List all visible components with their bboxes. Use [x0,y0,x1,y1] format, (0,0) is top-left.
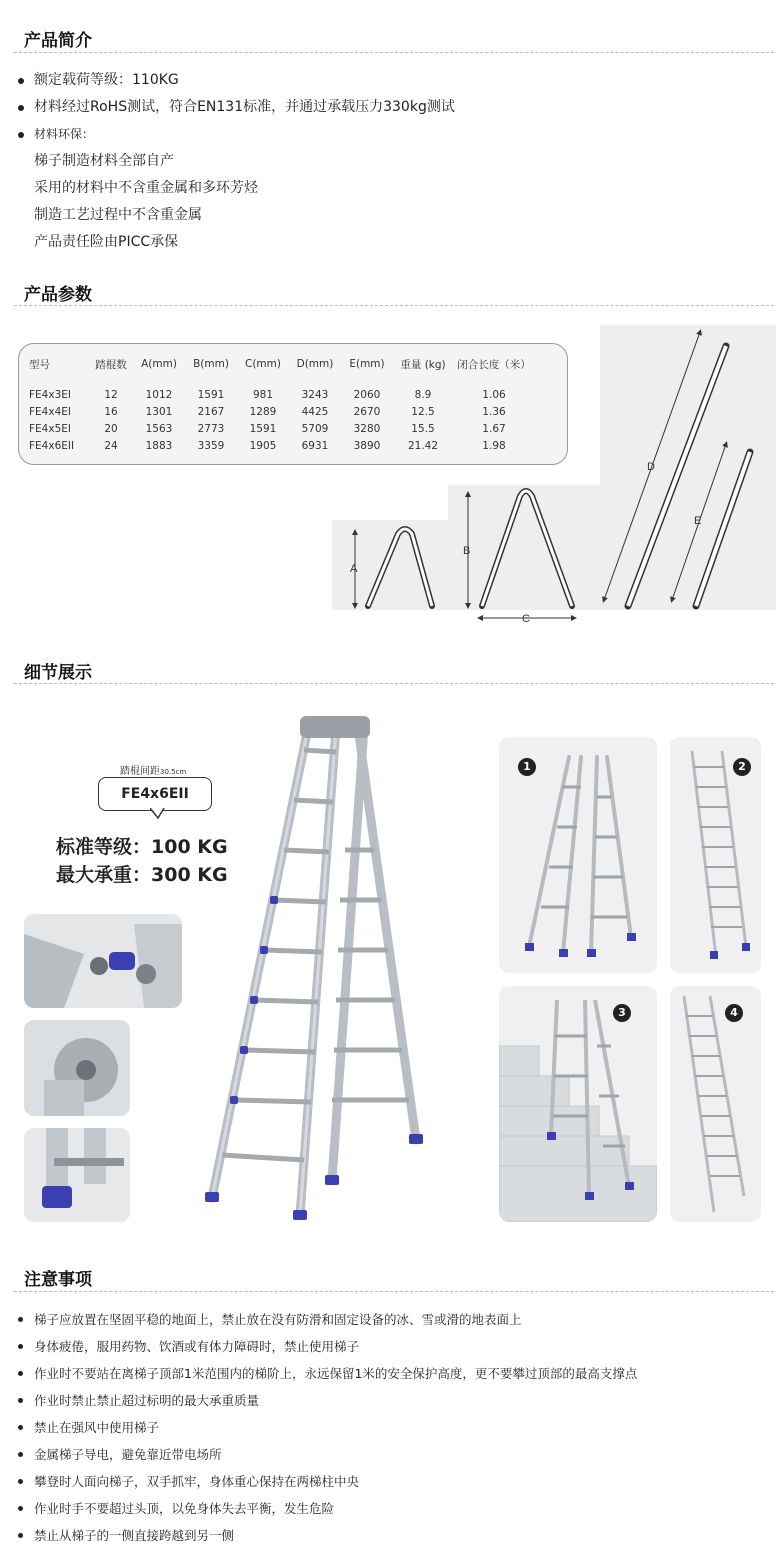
table-header: E(mm) [349,358,385,370]
intro-sub-item: 采用的材料中不含重金属和多环芳烃 [34,180,258,196]
standard-rating: 标准等级：100 KG [56,836,228,858]
section-title-intro: 产品简介 [24,31,92,51]
dimension-diagram [0,0,776,640]
table-cell: 4425 [301,405,329,418]
table-cell: 3280 [353,422,381,435]
intro-item: 材料环保： [14,121,455,148]
table-cell: FE4x6EII [29,439,75,452]
rung-spacing-value: 30.5cm [160,768,187,776]
table-cell: 6931 [301,439,329,452]
config-photo-3 [499,986,657,1222]
notes-list [14,1306,637,1549]
table-cell: 5709 [301,422,329,435]
dim-label-d: D [647,461,655,473]
table-cell: 3890 [353,439,381,452]
table-cell: 981 [252,388,274,401]
divider [14,1291,774,1292]
detail-photo-hinge-lock [24,914,182,1008]
section-title-params: 产品参数 [24,285,92,305]
detail-photo-joint [24,1020,130,1116]
dim-label-a: A [350,563,358,575]
config-badge-2: 2 [733,758,751,776]
table-cell: 3243 [301,388,329,401]
max-load-rating: 最大承重：300 KG [56,864,228,886]
rung-spacing-text: 踏棍间距 [120,766,160,777]
note-item: 身体疲倦，服用药物、饮酒或有体力障碍时，禁止使用梯子 [14,1333,637,1360]
table-cell: 20 [104,422,118,435]
note-item: 攀登时人面向梯子，双手抓牢，身体重心保持在两梯柱中央 [14,1468,637,1495]
table-cell: 16 [104,405,118,418]
rung-spacing-label [120,762,186,777]
note-item: 梯子应放置在坚固平稳的地面上，禁止放在没有防滑和固定设备的冰、雪或滑的地表面上 [14,1306,637,1333]
note-item: 作业时手不要超过头顶，以免身体失去平衡，发生危险 [14,1495,637,1522]
config-badge-1: 1 [518,758,536,776]
table-cell: 1883 [145,439,173,452]
note-item: 作业时禁止禁止超过标明的最大承重质量 [14,1387,637,1414]
dim-label-c: C [522,613,530,625]
table-cell: 2167 [197,405,225,418]
table-cell: 1591 [249,422,277,435]
table-cell: 1905 [249,439,277,452]
section-title-details: 细节展示 [24,663,92,683]
table-cell: 12 [104,388,118,401]
model-callout: FE4x6EII [98,777,212,811]
table-cell: 15.5 [411,422,435,435]
table-cell: 1289 [249,405,277,418]
config-badge-4: 4 [725,1004,743,1022]
table-cell: FE4x3EI [29,388,71,401]
dim-label-e: E [694,515,702,527]
table-header: 重量 (kg) [400,358,446,371]
config-photo-4 [670,986,761,1222]
table-header: A(mm) [141,358,177,370]
note-item: 禁止从梯子的一侧直接跨越到另一侧 [14,1522,637,1549]
table-header: 踏棍数 [95,358,127,371]
intro-item: 额定载荷等级：110KG [14,67,455,94]
table-cell: 8.9 [414,388,432,401]
table-cell: 1.67 [482,422,506,435]
table-cell: 21.42 [407,439,439,452]
table-header: C(mm) [245,358,281,370]
table-header: 闭合长度（米） [457,358,531,371]
detail-photo-foot [24,1128,130,1222]
config-badge-3: 3 [613,1004,631,1022]
main-ladder-image [200,710,440,1235]
table-cell: 12.5 [411,405,435,418]
table-header: D(mm) [296,358,334,370]
note-item: 金属梯子导电，避免靠近带电场所 [14,1441,637,1468]
table-cell: 1591 [197,388,225,401]
table-cell: FE4x5EI [29,422,71,435]
table-header: B(mm) [193,358,229,370]
table-cell: 1.36 [482,405,506,418]
table-cell: 1.98 [482,439,506,452]
table-cell: 3359 [197,439,225,452]
table-cell: 24 [104,439,118,452]
table-cell: 2773 [197,422,225,435]
callout-tail [150,808,166,820]
table-cell: 1301 [145,405,173,418]
note-item: 作业时不要站在离梯子顶部1米范围内的梯阶上，永远保留1米的安全保护高度，更不要攀过顶部的最高支撑点 [14,1360,637,1387]
table-cell: 1563 [145,422,173,435]
dim-label-b: B [463,545,471,557]
table-cell: 2060 [353,388,381,401]
intro-sub-item: 梯子制造材料全部自产 [34,153,174,169]
note-item: 禁止在强风中使用梯子 [14,1414,637,1441]
section-title-notes: 注意事项 [24,1270,92,1290]
table-cell: 2670 [353,405,381,418]
table-cell: 1012 [145,388,173,401]
intro-item: 材料经过RoHS测试，符合EN131标准，并通过承载压力330kg测试 [14,94,455,121]
divider [14,683,774,684]
intro-sub-item: 产品责任险由PICC承保 [34,234,179,250]
table-cell: 1.06 [482,388,506,401]
table-cell: FE4x4EI [29,405,71,418]
table-header: 型号 [29,358,50,371]
intro-sub-item: 制造工艺过程中不含重金属 [34,207,202,223]
